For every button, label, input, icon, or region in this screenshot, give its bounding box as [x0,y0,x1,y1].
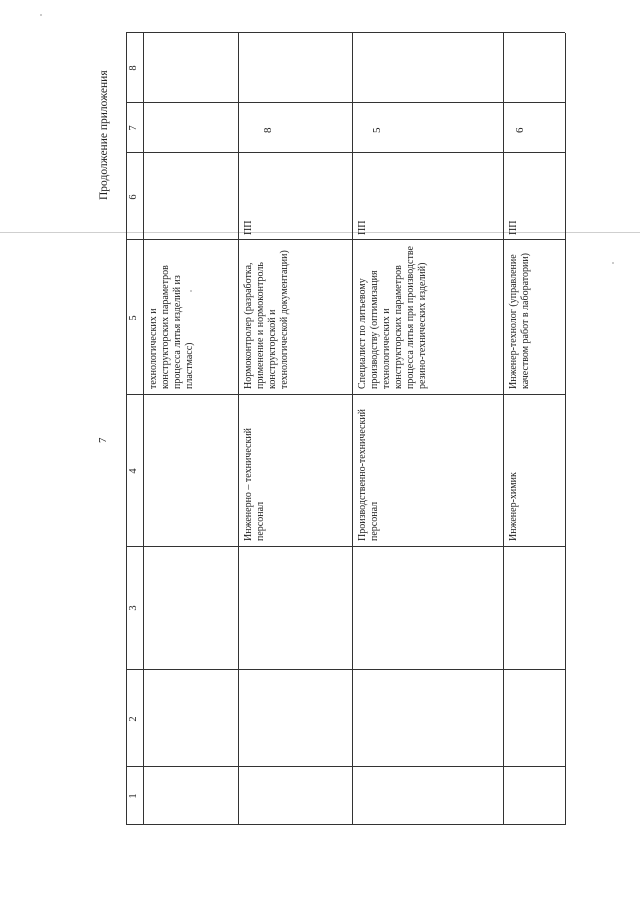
header-col-4: 4 [128,468,139,474]
header-col-3: 3 [128,605,139,611]
table-border-bottom [565,33,566,825]
header-col-6: 6 [128,194,139,200]
table-col-divider [126,766,565,767]
table-cell-col5: Нормоконтролер (разработка, применение и нормоконтроль конструкторской и технологической документации) [243,250,290,389]
table-cell-col6: ПП [508,220,519,235]
header-col-1: 1 [128,793,139,799]
table-cell-col4: Инженерно – технический персонал [243,427,266,541]
table-cell-col5: Инженер-технолог (управление качеством работ в лаборатории) [508,252,531,389]
table-cell-col6: ПП [243,220,254,235]
page-number: 7 [97,437,109,443]
table-col-divider [126,669,565,670]
table-cell-col7: 5 [371,127,383,133]
table-cell-col7: 6 [514,127,526,133]
header-col-2: 2 [128,716,139,722]
table-cell-col7: 8 [262,127,274,133]
table-border-left [126,824,565,825]
table-cell-col6: ПП [357,220,368,235]
table-col-divider [126,546,565,547]
table-col-divider [126,394,565,395]
table-cell-col4: Инженер-химик [508,472,519,541]
table-cell-col4: Производственно-технический персонал [357,408,380,541]
header-col-8: 8 [128,65,139,71]
table-col-divider [126,152,565,153]
header-col-7: 7 [128,125,139,131]
table-cell-col5: технологических и конструкторских параметров процесса литья изделий из пластмасс) [148,265,195,389]
table-border-right [126,32,565,33]
table-col-divider [126,102,565,103]
header-col-5: 5 [128,315,139,321]
table-cell-col5: Специалист по литьевому производству (оптимизация технологических и конструкторских параметров процесса литья при производстве резино-технических изделий) [357,246,428,389]
continuation-label: Продолжение приложения [98,70,110,200]
table-col-divider [126,239,565,240]
